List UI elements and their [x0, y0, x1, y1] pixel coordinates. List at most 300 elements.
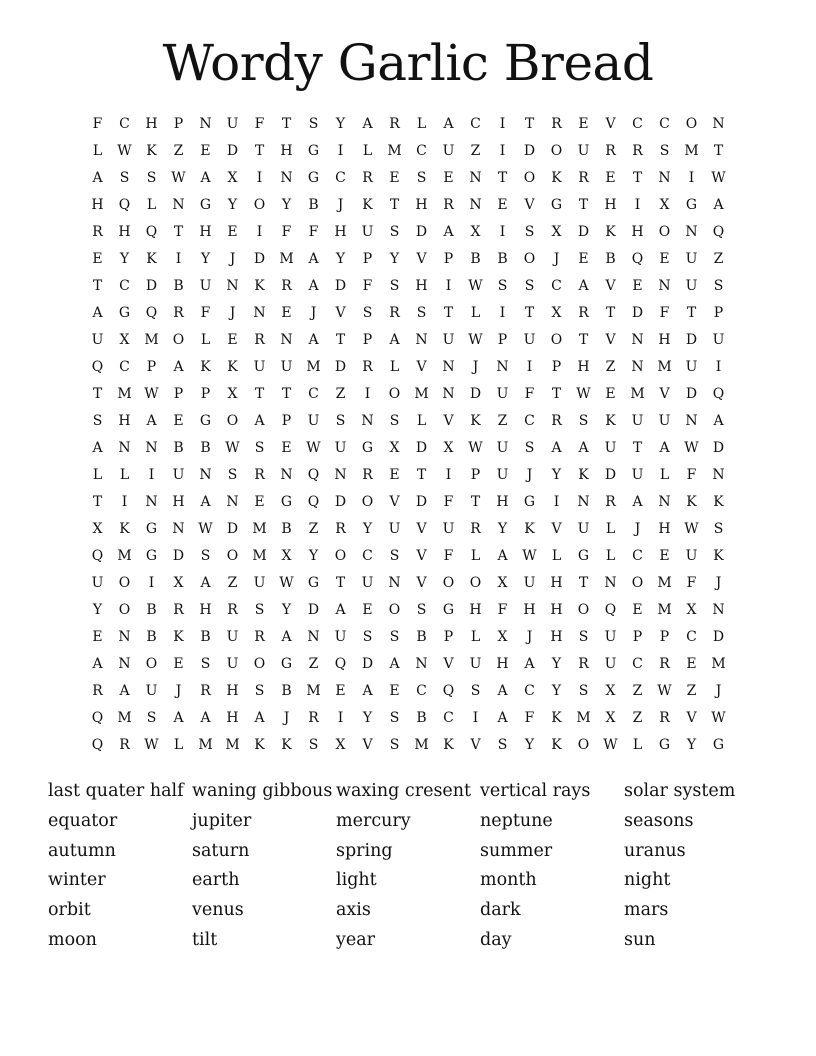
grid-row	[84, 138, 732, 165]
grid-letter: O	[253, 656, 266, 672]
grid-letter: X	[443, 440, 454, 456]
grid-letter: X	[227, 170, 238, 186]
grid-letter: I	[256, 224, 263, 240]
grid-letter: U	[469, 656, 482, 672]
grid-letter: T	[173, 224, 184, 240]
grid-letter: T	[632, 170, 643, 186]
grid-letter: Z	[497, 413, 508, 429]
grid-letter: E	[200, 143, 211, 159]
grid-letter: E	[632, 602, 643, 618]
grid-letter: A	[200, 494, 211, 510]
grid-letter: U	[604, 656, 617, 672]
grid-letter: M	[306, 359, 321, 375]
grid-letter: V	[605, 116, 616, 132]
grid-letter: S	[416, 305, 427, 321]
grid-letter: I	[121, 494, 128, 510]
grid-letter: D	[469, 386, 482, 402]
grid-letter: H	[550, 575, 563, 591]
grid-letter: X	[686, 602, 697, 618]
grid-letter: C	[551, 278, 562, 294]
grid-letter: V	[443, 413, 454, 429]
grid-letter: U	[523, 575, 536, 591]
grid-letter: I	[688, 170, 695, 186]
grid-row	[84, 165, 732, 192]
grid-letter: R	[200, 683, 211, 699]
grid-letter: O	[442, 575, 455, 591]
grid-letter: C	[416, 143, 427, 159]
grid-letter: E	[173, 413, 184, 429]
grid-letter: E	[578, 251, 589, 267]
grid-letter: A	[200, 710, 211, 726]
grid-letter: A	[92, 656, 103, 672]
grid-letter: D	[685, 386, 698, 402]
grid-letter: T	[497, 170, 508, 186]
grid-letter: G	[712, 737, 725, 753]
grid-letter: K	[227, 359, 238, 375]
grid-row	[84, 273, 732, 300]
grid-letter: Y	[281, 602, 292, 618]
grid-letter: G	[550, 197, 563, 213]
grid-letter: J	[715, 683, 722, 699]
grid-letter: U	[199, 278, 212, 294]
letter-grid	[84, 111, 732, 759]
grid-letter: D	[685, 332, 698, 348]
grid-letter: D	[172, 548, 185, 564]
grid-letter: E	[362, 602, 373, 618]
grid-letter: M	[117, 548, 132, 564]
grid-letter: K	[200, 359, 211, 375]
grid-letter: V	[551, 521, 562, 537]
word-list-item: winter	[48, 870, 106, 891]
grid-letter: U	[496, 440, 509, 456]
grid-letter: H	[496, 494, 509, 510]
grid-letter: B	[497, 251, 508, 267]
grid-letter: H	[550, 629, 563, 645]
grid-letter: S	[416, 602, 427, 618]
grid-letter: H	[577, 359, 590, 375]
grid-letter: O	[388, 386, 401, 402]
grid-letter: S	[524, 278, 535, 294]
grid-letter: X	[119, 332, 130, 348]
grid-letter: N	[118, 629, 131, 645]
grid-letter: D	[334, 494, 347, 510]
grid-letter: W	[522, 548, 537, 564]
word-list-item: vertical rays	[480, 781, 591, 801]
grid-letter: X	[551, 305, 562, 321]
grid-letter: X	[470, 224, 481, 240]
grid-letter: C	[524, 683, 535, 699]
grid-letter: W	[279, 575, 294, 591]
grid-letter: Q	[442, 683, 455, 699]
grid-letter: Q	[307, 494, 320, 510]
grid-letter: R	[308, 710, 319, 726]
grid-letter: I	[337, 143, 344, 159]
grid-row	[84, 111, 732, 138]
grid-letter: R	[254, 629, 265, 645]
grid-letter: E	[497, 197, 508, 213]
grid-letter: C	[119, 359, 130, 375]
grid-letter: H	[118, 413, 131, 429]
grid-letter: G	[280, 656, 293, 672]
grid-letter: X	[497, 575, 508, 591]
grid-letter: E	[578, 116, 589, 132]
grid-letter: X	[281, 548, 292, 564]
grid-letter: B	[200, 440, 211, 456]
grid-letter: R	[659, 710, 670, 726]
grid-letter: E	[389, 170, 400, 186]
grid-letter: U	[226, 116, 239, 132]
grid-letter: E	[632, 278, 643, 294]
grid-letter: T	[470, 494, 481, 510]
grid-letter: X	[605, 683, 616, 699]
grid-letter: A	[200, 170, 211, 186]
word-list-item: day	[480, 929, 512, 950]
grid-letter: H	[199, 224, 212, 240]
grid-letter: G	[523, 494, 536, 510]
grid-letter: I	[499, 224, 506, 240]
grid-letter: G	[307, 143, 320, 159]
grid-letter: Q	[712, 386, 725, 402]
grid-letter: R	[173, 602, 184, 618]
grid-letter: N	[226, 494, 239, 510]
grid-letter: Q	[91, 359, 104, 375]
grid-letter: I	[148, 467, 155, 483]
grid-letter: O	[253, 197, 266, 213]
grid-letter: T	[578, 332, 589, 348]
grid-letter: T	[335, 332, 346, 348]
grid-letter: R	[578, 170, 589, 186]
grid-letter: Y	[362, 710, 373, 726]
grid-letter: G	[442, 602, 455, 618]
grid-letter: Q	[604, 602, 617, 618]
grid-letter: U	[685, 548, 698, 564]
grid-letter: E	[659, 548, 670, 564]
grid-letter: G	[577, 548, 590, 564]
grid-letter: B	[605, 251, 616, 267]
grid-letter: Y	[686, 737, 697, 753]
grid-letter: O	[523, 251, 536, 267]
grid-letter: U	[442, 332, 455, 348]
grid-letter: Z	[713, 251, 724, 267]
grid-letter: R	[281, 278, 292, 294]
grid-letter: N	[361, 413, 374, 429]
grid-letter: B	[470, 251, 481, 267]
grid-letter: S	[227, 467, 238, 483]
grid-row	[84, 651, 732, 678]
grid-letter: E	[281, 305, 292, 321]
grid-letter: W	[117, 143, 132, 159]
grid-letter: I	[715, 359, 722, 375]
grid-letter: J	[229, 305, 236, 321]
grid-letter: B	[281, 521, 292, 537]
grid-letter: Y	[551, 683, 562, 699]
grid-letter: D	[253, 251, 266, 267]
grid-letter: L	[173, 737, 184, 753]
grid-letter: G	[199, 413, 212, 429]
grid-letter: N	[604, 575, 617, 591]
grid-letter: R	[335, 521, 346, 537]
grid-letter: A	[92, 170, 103, 186]
grid-letter: V	[686, 710, 697, 726]
grid-letter: M	[117, 710, 132, 726]
grid-letter: A	[92, 305, 103, 321]
grid-letter: C	[335, 170, 346, 186]
grid-letter: S	[119, 170, 130, 186]
grid-letter: E	[92, 251, 103, 267]
grid-letter: A	[713, 413, 724, 429]
grid-letter: D	[577, 224, 590, 240]
grid-letter: X	[659, 197, 670, 213]
grid-letter: S	[362, 305, 373, 321]
grid-letter: V	[605, 278, 616, 294]
grid-row	[84, 570, 732, 597]
grid-letter: O	[658, 224, 671, 240]
grid-letter: O	[118, 602, 131, 618]
grid-letter: N	[280, 332, 293, 348]
grid-letter: O	[226, 548, 239, 564]
grid-letter: U	[685, 359, 698, 375]
grid-letter: S	[389, 548, 400, 564]
grid-letter: E	[335, 683, 346, 699]
grid-letter: E	[659, 251, 670, 267]
grid-letter: L	[470, 305, 481, 321]
grid-letter: M	[414, 386, 429, 402]
grid-letter: C	[659, 116, 670, 132]
grid-letter: E	[686, 656, 697, 672]
grid-letter: K	[578, 467, 589, 483]
grid-letter: O	[631, 575, 644, 591]
grid-letter: A	[524, 656, 535, 672]
grid-letter: N	[685, 413, 698, 429]
grid-letter: K	[713, 494, 724, 510]
grid-letter: E	[92, 629, 103, 645]
grid-letter: T	[605, 305, 616, 321]
grid-letter: V	[362, 737, 373, 753]
grid-letter: I	[526, 359, 533, 375]
grid-letter: P	[362, 332, 373, 348]
grid-letter: H	[145, 116, 158, 132]
grid-letter: S	[308, 116, 319, 132]
grid-letter: M	[252, 548, 267, 564]
grid-letter: N	[118, 440, 131, 456]
word-list-item: spring	[336, 840, 393, 861]
grid-letter: U	[712, 332, 725, 348]
grid-letter: R	[389, 305, 400, 321]
grid-letter: U	[172, 467, 185, 483]
grid-letter: R	[254, 467, 265, 483]
word-list-item: axis	[336, 900, 371, 921]
grid-letter: T	[686, 305, 697, 321]
grid-letter: N	[496, 359, 509, 375]
grid-letter: F	[92, 116, 103, 132]
grid-letter: O	[388, 602, 401, 618]
grid-letter: D	[226, 521, 239, 537]
grid-letter: A	[254, 413, 265, 429]
grid-letter: T	[524, 305, 535, 321]
grid-letter: S	[254, 440, 265, 456]
grid-letter: A	[362, 683, 373, 699]
grid-letter: K	[254, 278, 265, 294]
grid-letter: S	[254, 602, 265, 618]
grid-row	[84, 192, 732, 219]
grid-letter: R	[173, 305, 184, 321]
grid-letter: R	[470, 521, 481, 537]
grid-letter: N	[658, 278, 671, 294]
grid-letter: U	[334, 629, 347, 645]
grid-letter: K	[119, 521, 130, 537]
grid-letter: X	[92, 521, 103, 537]
grid-letter: K	[254, 737, 265, 753]
grid-letter: L	[200, 332, 211, 348]
grid-letter: J	[526, 629, 533, 645]
grid-letter: N	[442, 386, 455, 402]
grid-letter: R	[605, 143, 616, 159]
grid-letter: M	[387, 143, 402, 159]
grid-letter: U	[307, 413, 320, 429]
grid-letter: O	[226, 413, 239, 429]
word-list-item: neptune	[480, 810, 553, 831]
grid-letter: J	[229, 251, 236, 267]
word-list-item: dark	[480, 900, 521, 921]
grid-letter: F	[254, 116, 265, 132]
word-list-item: jupiter	[192, 810, 252, 831]
grid-letter: V	[470, 737, 481, 753]
grid-letter: N	[280, 467, 293, 483]
grid-letter: G	[145, 521, 158, 537]
word-list-item: orbit	[48, 900, 91, 921]
grid-letter: O	[523, 170, 536, 186]
grid-letter: M	[414, 737, 429, 753]
grid-row	[84, 516, 732, 543]
grid-letter: W	[468, 278, 483, 294]
grid-letter: R	[389, 116, 400, 132]
word-list-item: year	[336, 929, 376, 950]
grid-letter: N	[145, 494, 158, 510]
grid-letter: O	[118, 575, 131, 591]
grid-letter: U	[658, 413, 671, 429]
grid-letter: O	[469, 575, 482, 591]
grid-letter: W	[198, 521, 213, 537]
grid-letter: H	[604, 197, 617, 213]
grid-letter: K	[713, 548, 724, 564]
grid-letter: L	[605, 521, 616, 537]
grid-letter: N	[415, 656, 428, 672]
grid-letter: S	[146, 170, 157, 186]
grid-letter: Z	[227, 575, 238, 591]
grid-letter: N	[685, 224, 698, 240]
grid-letter: Z	[470, 143, 481, 159]
grid-letter: U	[523, 332, 536, 348]
grid-letter: G	[361, 440, 374, 456]
word-list-item: light	[336, 870, 377, 891]
grid-letter: M	[144, 332, 159, 348]
grid-letter: U	[496, 386, 509, 402]
grid-letter: U	[685, 251, 698, 267]
grid-letter: W	[144, 737, 159, 753]
grid-letter: S	[389, 413, 400, 429]
grid-letter: H	[280, 143, 293, 159]
grid-letter: X	[605, 710, 616, 726]
grid-letter: N	[469, 170, 482, 186]
grid-letter: B	[416, 710, 427, 726]
grid-letter: S	[146, 710, 157, 726]
grid-letter: L	[470, 548, 481, 564]
grid-letter: U	[388, 521, 401, 537]
grid-letter: V	[416, 359, 427, 375]
grid-letter: S	[389, 224, 400, 240]
grid-letter: E	[605, 386, 616, 402]
grid-letter: F	[200, 305, 211, 321]
grid-letter: W	[576, 386, 591, 402]
grid-letter: R	[227, 602, 238, 618]
grid-letter: W	[603, 737, 618, 753]
grid-letter: W	[711, 170, 726, 186]
grid-letter: F	[659, 305, 670, 321]
grid-letter: R	[605, 494, 616, 510]
grid-letter: S	[308, 737, 319, 753]
grid-letter: X	[335, 737, 346, 753]
grid-letter: K	[551, 710, 562, 726]
grid-letter: Z	[605, 359, 616, 375]
grid-letter: N	[199, 116, 212, 132]
grid-letter: Y	[551, 656, 562, 672]
grid-letter: C	[443, 710, 454, 726]
grid-letter: T	[254, 386, 265, 402]
grid-letter: O	[145, 656, 158, 672]
grid-letter: G	[307, 575, 320, 591]
grid-letter: A	[308, 251, 319, 267]
grid-letter: V	[335, 305, 346, 321]
grid-letter: B	[308, 197, 319, 213]
grid-letter: S	[470, 683, 481, 699]
grid-letter: O	[577, 737, 590, 753]
grid-letter: M	[657, 575, 672, 591]
grid-letter: Z	[173, 143, 184, 159]
grid-letter: C	[362, 548, 373, 564]
grid-letter: M	[306, 683, 321, 699]
grid-letter: G	[280, 494, 293, 510]
grid-letter: V	[524, 197, 535, 213]
grid-letter: D	[415, 224, 428, 240]
grid-letter: L	[632, 737, 643, 753]
grid-letter: I	[499, 143, 506, 159]
grid-letter: A	[200, 575, 211, 591]
grid-letter: R	[92, 224, 103, 240]
grid-letter: S	[524, 224, 535, 240]
grid-letter: J	[310, 305, 317, 321]
grid-letter: D	[415, 440, 428, 456]
grid-letter: D	[415, 494, 428, 510]
grid-letter: V	[416, 251, 427, 267]
grid-letter: F	[362, 278, 373, 294]
grid-letter: O	[361, 494, 374, 510]
grid-letter: A	[308, 332, 319, 348]
grid-letter: Q	[631, 251, 644, 267]
grid-letter: P	[497, 332, 508, 348]
grid-letter: Q	[91, 710, 104, 726]
grid-letter: K	[146, 251, 157, 267]
grid-letter: R	[659, 656, 670, 672]
grid-letter: C	[524, 413, 535, 429]
grid-letter: T	[92, 494, 103, 510]
grid-letter: V	[659, 386, 670, 402]
grid-letter: E	[227, 224, 238, 240]
grid-letter: Q	[145, 305, 158, 321]
grid-letter: P	[713, 305, 724, 321]
grid-letter: K	[470, 413, 481, 429]
grid-letter: R	[254, 332, 265, 348]
grid-letter: H	[415, 278, 428, 294]
